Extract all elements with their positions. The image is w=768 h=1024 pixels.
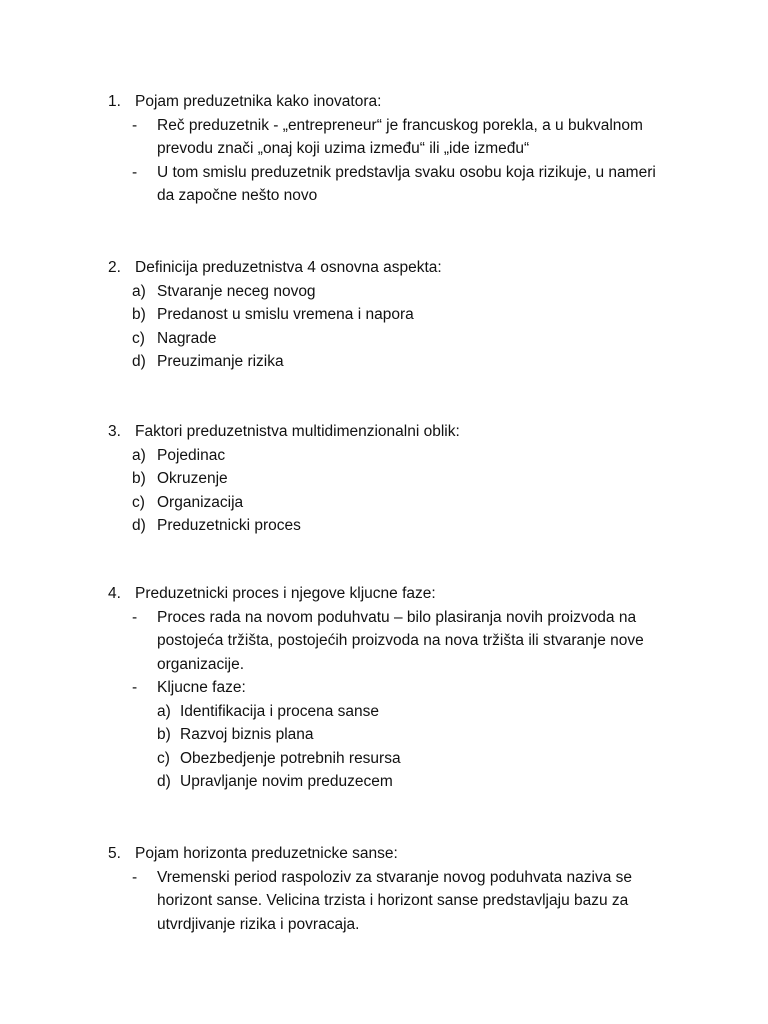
bullet-line: [108, 866, 708, 890]
list-item-text: Preduzetnicki proces: [157, 517, 301, 534]
section-number: 3.: [108, 423, 121, 440]
list-item-text: Pojedinac: [157, 446, 226, 464]
section-number: 2.: [108, 259, 121, 276]
list-item-label: a): [132, 446, 146, 464]
sub-list-item-label: a): [157, 702, 171, 720]
section-heading: Preduzetnicki proces i njegove kljucne faze:: [135, 585, 436, 602]
sub-list-item-text: Upravljanje novim preduzecem: [180, 773, 393, 790]
bullet-text: utvrdjivanje rizika i povracaja.: [157, 915, 360, 933]
bullet-dash: -: [132, 116, 138, 134]
bullet-line: [108, 653, 708, 677]
section-heading-line: [108, 256, 708, 280]
list-item-text: Okruzenje: [157, 470, 228, 487]
section-1: [108, 90, 708, 208]
bullet-text: organizacije.: [157, 655, 245, 673]
list-item-label: a): [132, 282, 146, 300]
bullet-text: prevodu znači „onaj koji uzima između“ ili „ide između“: [157, 140, 530, 157]
list-item-text: Predanost u smislu vremena i napora: [157, 306, 414, 323]
list-item-label: c): [132, 329, 145, 347]
bullet-dash: -: [132, 608, 138, 626]
sub-list-item: [108, 747, 708, 771]
section-2: [108, 256, 708, 374]
sub-list-item-label: c): [157, 749, 170, 767]
bullet-dash: -: [132, 163, 138, 181]
list-item: [108, 491, 708, 515]
bullet-line: [108, 913, 708, 937]
bullet-line: [108, 629, 708, 653]
list-item-text: Stvaranje neceg novog: [157, 282, 316, 300]
section-heading: Faktori preduzetnistva multidimenzionalni oblik:: [135, 423, 460, 440]
bullet-line: [108, 184, 708, 208]
bullet-dash: -: [132, 868, 138, 886]
section-heading-line: [108, 842, 708, 866]
list-item-text: Nagrade: [157, 329, 217, 347]
list-item: [108, 303, 708, 327]
section-heading-line: [108, 420, 708, 444]
bullet-text: U tom smislu preduzetnik predstavlja svaku osobu koja rizikuje, u nameri: [157, 163, 656, 181]
list-item: [108, 327, 708, 351]
section-4: [108, 582, 708, 794]
list-item: [108, 514, 708, 538]
bullet-dash: -: [132, 679, 138, 696]
list-item-label: b): [132, 306, 146, 323]
list-item: [108, 350, 708, 374]
section-heading-line: [108, 582, 708, 606]
list-item: [108, 280, 708, 304]
bullet-line: [108, 137, 708, 161]
bullet-line: [108, 889, 708, 913]
bullet-line: [108, 161, 708, 185]
bullet-text: horizont sanse. Velicina trzista i horizont sanse predstavljaju bazu za: [157, 892, 629, 909]
sub-list-item-text: Identifikacija i procena sanse: [180, 702, 380, 720]
bullet-text: da započne nešto novo: [157, 187, 318, 204]
list-item-label: d): [132, 517, 146, 534]
list-item-label: b): [132, 470, 146, 487]
list-item: [108, 467, 708, 491]
list-item: [108, 444, 708, 468]
list-item-text: Organizacija: [157, 493, 244, 511]
bullet-line: [108, 676, 708, 700]
bullet-line: [108, 114, 708, 138]
list-item-text: Preuzimanje rizika: [157, 353, 284, 370]
bullet-text: Vremenski period raspoloziv za stvaranje novog poduhvata naziva se: [157, 868, 633, 886]
sub-list-item-label: d): [157, 773, 171, 790]
sub-list-item: [108, 723, 708, 747]
bullet-text: Kljucne faze:: [157, 679, 246, 696]
list-item-label: d): [132, 353, 146, 370]
sub-list-item-label: b): [157, 726, 171, 743]
section-number: 5.: [108, 845, 121, 862]
section-5: [108, 842, 708, 936]
section-number: 4.: [108, 585, 121, 602]
bullet-text: Proces rada na novom poduhvatu – bilo plasiranja novih proizvoda na: [157, 608, 637, 626]
bullet-line: [108, 606, 708, 630]
section-3: [108, 420, 708, 538]
section-heading: Pojam horizonta preduzetnicke sanse:: [135, 845, 398, 862]
sub-list-item-text: Obezbedjenje potrebnih resursa: [180, 749, 401, 767]
section-number: 1.: [108, 93, 121, 110]
sub-list-item-text: Razvoj biznis plana: [180, 726, 314, 743]
section-heading: Pojam preduzetnika kako inovatora:: [135, 93, 382, 110]
bullet-text: postojeća tržišta, postojećih proizvoda na nova tržišta ili stvaranje nove: [157, 632, 644, 649]
bullet-text: Reč preduzetnik - „entrepreneur“ je francuskog porekla, a u bukvalnom: [157, 116, 643, 134]
section-heading-line: [108, 90, 708, 114]
list-item-label: c): [132, 493, 145, 511]
sub-list-item: [108, 770, 708, 794]
section-heading: Definicija preduzetnistva 4 osnovna aspekta:: [135, 259, 442, 276]
sub-list-item: [108, 700, 708, 724]
